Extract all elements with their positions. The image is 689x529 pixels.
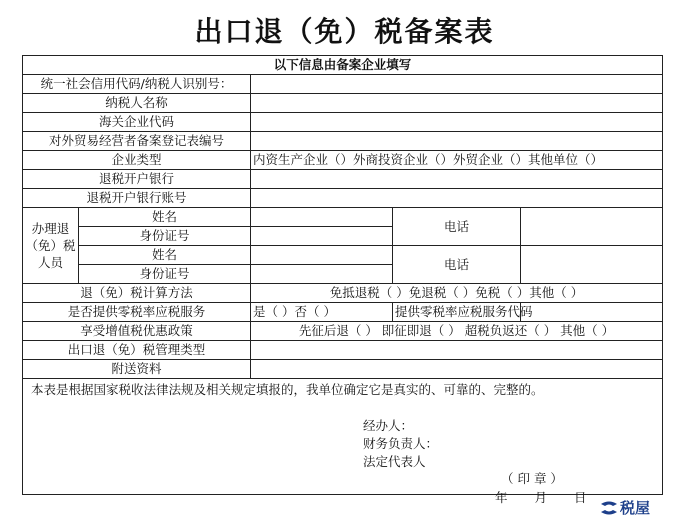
taxpayer-name-field[interactable] (251, 94, 663, 113)
refund-account-label: 退税开户银行账号 (23, 189, 251, 208)
signatory-block (363, 417, 438, 471)
trade-reg-no-label: 对外贸易经营者备案登记表编号 (23, 132, 251, 151)
declaration-statement: 本表是根据国家税收法律法规及相关规定填报的，我单位确定它是真实的、可靠的、完整的。 (31, 382, 544, 397)
shuiwu-logo-icon (598, 500, 620, 516)
attachments-label: 附送资料 (23, 360, 251, 379)
agent1-name-field[interactable] (251, 208, 393, 227)
legal-rep-label: 法定代表人 (363, 454, 426, 469)
agent2-id-label: 身份证号 (79, 265, 251, 284)
seal-label: （ 印 章 ） (501, 471, 563, 486)
finance-label: 财务负责人： (363, 436, 439, 451)
agent2-id-field[interactable] (251, 265, 393, 284)
zero-rate-label: 是否提供零税率应税服务 (23, 303, 251, 322)
refund-account-field[interactable] (251, 189, 663, 208)
section-header: 以下信息由备案企业填写 (23, 56, 663, 75)
calc-method-options[interactable]: 免抵退税（ ）免退税（ ）免税（ ）其他（ ） (251, 284, 663, 303)
refund-bank-field[interactable] (251, 170, 663, 189)
calc-method-label: 退（免）税计算方法 (23, 284, 251, 303)
agent1-phone-label: 电话 (393, 208, 521, 246)
watermark-logo (598, 497, 650, 518)
agent2-phone-field[interactable] (521, 246, 663, 284)
mgmt-type-field[interactable] (251, 341, 663, 360)
year-label: 年 (495, 490, 509, 505)
attachments-field[interactable] (251, 360, 663, 379)
mgmt-type-label: 出口退（免）税管理类型 (23, 341, 251, 360)
date-line (495, 489, 614, 507)
refund-bank-label: 退税开户银行 (23, 170, 251, 189)
agent1-id-field[interactable] (251, 227, 393, 246)
filing-form-table (22, 55, 663, 505)
zero-rate-code-field[interactable] (521, 303, 663, 322)
enterprise-type-options[interactable]: 内资生产企业（）外商投资企业（）外贸企业（）其他单位（） (251, 151, 663, 170)
month-label: 月 (534, 490, 549, 505)
vat-policy-label: 享受增值税优惠政策 (23, 322, 251, 341)
agent1-phone-field[interactable] (521, 208, 663, 246)
vat-policy-options[interactable]: 先征后退（ ） 即征即退（ ） 超税负返还（ ） 其他（ ） (251, 322, 663, 341)
trade-reg-no-field[interactable] (251, 132, 663, 151)
watermark-text: 税屋 (620, 499, 651, 517)
agent1-name-label: 姓名 (79, 208, 251, 227)
declaration-cell (23, 379, 663, 505)
zero-rate-options[interactable]: 是（ ）否（ ） (251, 303, 393, 322)
handler-label: 经办人： (363, 418, 414, 433)
page-title: 出口退（免）税备案表 (194, 15, 495, 48)
agent1-id-label: 身份证号 (79, 227, 251, 246)
agent2-name-label: 姓名 (79, 246, 251, 265)
customs-code-field[interactable] (251, 113, 663, 132)
day-label: 日 (574, 490, 588, 505)
credit-code-label: 统一社会信用代码/纳税人识别号： (23, 75, 251, 94)
zero-rate-code-label: 提供零税率应税服务代码 (393, 303, 521, 322)
agent-group-label: 办理退（免）税人员 (23, 208, 79, 284)
agent2-phone-label: 电话 (393, 246, 521, 284)
agent2-name-field[interactable] (251, 246, 393, 265)
customs-code-label: 海关企业代码 (23, 113, 251, 132)
taxpayer-name-label: 纳税人名称 (23, 94, 251, 113)
credit-code-field[interactable] (251, 75, 663, 94)
enterprise-type-label: 企业类型 (23, 151, 251, 170)
